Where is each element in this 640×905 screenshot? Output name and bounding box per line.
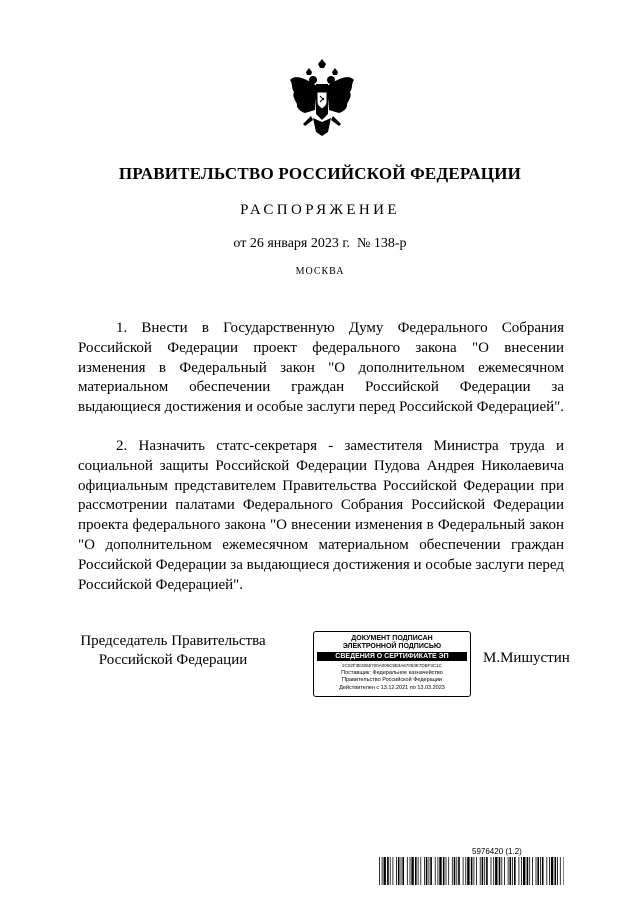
document-type: РАСПОРЯЖЕНИЕ [240, 202, 400, 218]
government-title: ПРАВИТЕЛЬСТВО РОССИЙСКОЙ ФЕДЕРАЦИИ [118, 164, 522, 183]
signer-name: М.Мишустин [483, 650, 570, 666]
paragraph-2: 2. Назначить статс-секретаря - заместителя Министра труда и социальной защиты Российской Федерации Пудова Андрея Николаевича официальным представителем Правительства Российской Федерации при рассмотрении палатами Федерального Собрания Российской Федерации проекта федерального закона "О внесении изменения в Федеральный закон "О дополнительном ежемесячном материальном обеспечении граждан Российской Федерации за выдающиеся достижения и особые заслуги перед Российской Федерацией". [78, 438, 564, 593]
electronic-signature-stamp [313, 631, 471, 697]
stamp-validity: Действителен с 13.12.2021 по 13.03.2023 [339, 684, 445, 691]
stamp-certificate-bar: СВЕДЕНИЯ О СЕРТИФИКАТЕ ЭП [317, 652, 467, 661]
signer-position-line2: Российской Федерации [98, 652, 248, 668]
coat-of-arms-emblem [287, 58, 357, 146]
barcode-image [379, 857, 564, 885]
document-date-number: от 26 января 2023 г. № 138-р [233, 236, 407, 251]
stamp-supplier-line2: Правительство Российской Федерации [342, 677, 442, 683]
barcode-number: 5976420 (1.2) [472, 847, 522, 856]
paragraph-1: 1. Внести в Государственную Думу Федерального Собрания Российской Федерации проект федерального закона "О внесении изменения в Федеральный закон "О дополнительном ежемесячном материальном обеспечении граждан Российской Федерации за выдающиеся достижения и особые заслуги перед Российской Федерацией". [78, 320, 564, 416]
signer-position [78, 632, 268, 670]
signer-position-line1: Председатель Правительства [80, 633, 266, 649]
stamp-line1: ДОКУМЕНТ ПОДПИСАН [351, 635, 433, 642]
stamp-serial: 2C02F3E3065700A006C9B3A67053E7DBF3C1C [342, 663, 442, 668]
stamp-line2: ЭЛЕКТРОННОЙ ПОДПИСЬЮ [342, 643, 442, 650]
document-city: МОСКВА [295, 266, 345, 277]
stamp-supplier-line1: Поставщик: Федеральное казначейство [341, 669, 443, 676]
